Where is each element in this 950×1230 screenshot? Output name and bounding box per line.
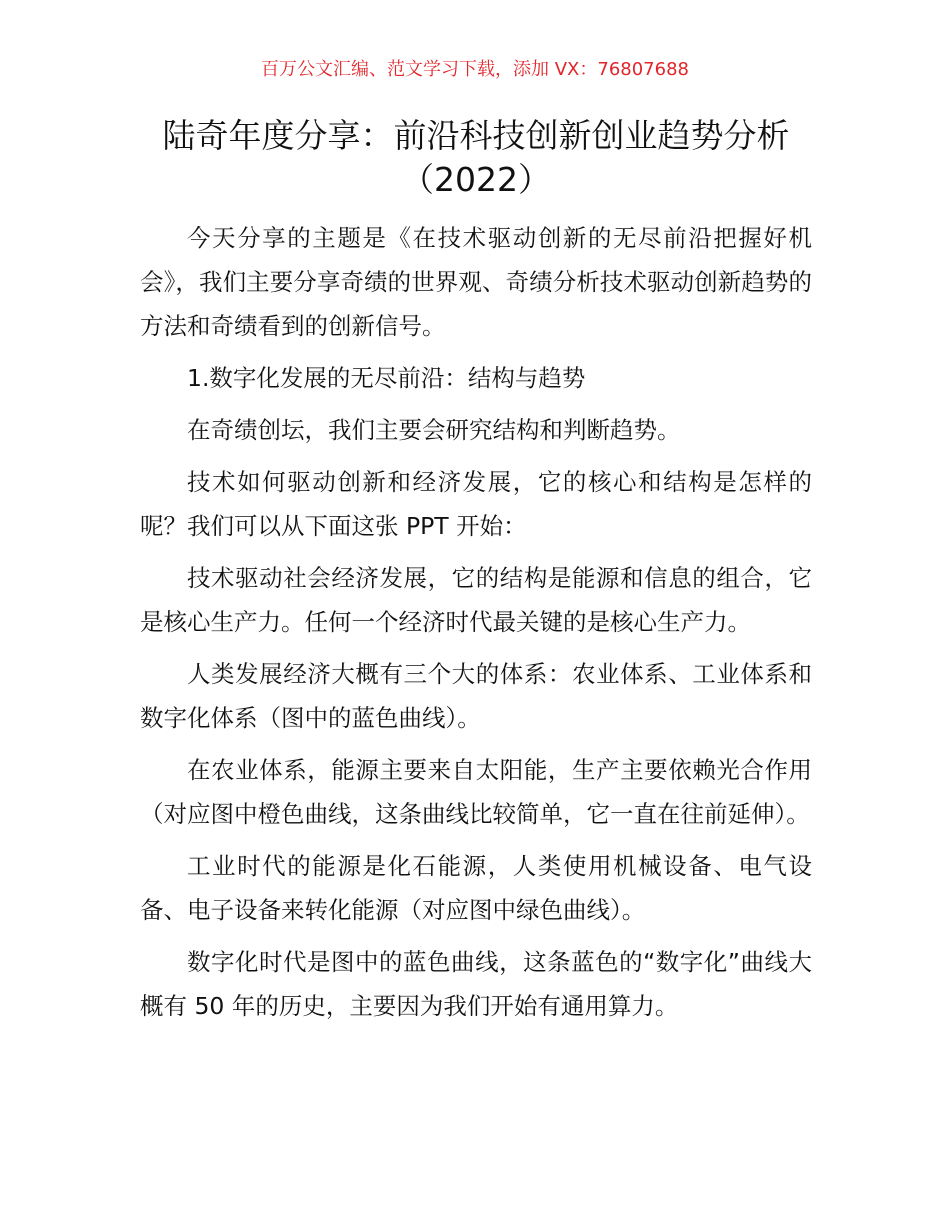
title-line-2: （2022） <box>401 160 551 199</box>
watermark-header: 百万公文汇编、范文学习下载，添加 VX：76807688 <box>261 59 689 80</box>
document-body <box>140 216 812 1036</box>
paragraph: 技术驱动社会经济发展，它的结构是能源和信息的组合，它是核心生产力。任何一个经济时代最关键的是核心生产力。 <box>140 564 812 636</box>
paragraph: 今天分享的主题是《在技术驱动创新的无尽前沿把握好机会》，我们主要分享奇绩的世界观、奇绩分析技术驱动创新趋势的方法和奇绩看到的创新信号。 <box>140 224 812 340</box>
paragraph: 数字化时代是图中的蓝色曲线，这条蓝色的“数字化”曲线大概有 50 年的历史，主要因为我们开始有通用算力。 <box>140 948 812 1020</box>
title-line-1: 陆奇年度分享：前沿科技创新创业趋势分析 <box>162 116 790 155</box>
section-heading: 1.数字化发展的无尽前沿：结构与趋势 <box>187 364 586 392</box>
document-title <box>140 114 812 202</box>
paragraph: 在农业体系，能源主要来自太阳能，生产主要依赖光合作用（对应图中橙色曲线，这条曲线比较简单，它一直在往前延伸）。 <box>140 756 812 828</box>
paragraph: 在奇绩创坛，我们主要会研究结构和判断趋势。 <box>187 416 681 444</box>
paragraph: 技术如何驱动创新和经济发展，它的核心和结构是怎样的呢？我们可以从下面这张 PPT 开始： <box>140 468 812 540</box>
paragraph: 人类发展经济大概有三个大的体系：农业体系、工业体系和数字化体系（图中的蓝色曲线）。 <box>140 660 812 732</box>
paragraph: 工业时代的能源是化石能源，人类使用机械设备、电气设备、电子设备来转化能源（对应图中绿色曲线）。 <box>140 852 812 924</box>
